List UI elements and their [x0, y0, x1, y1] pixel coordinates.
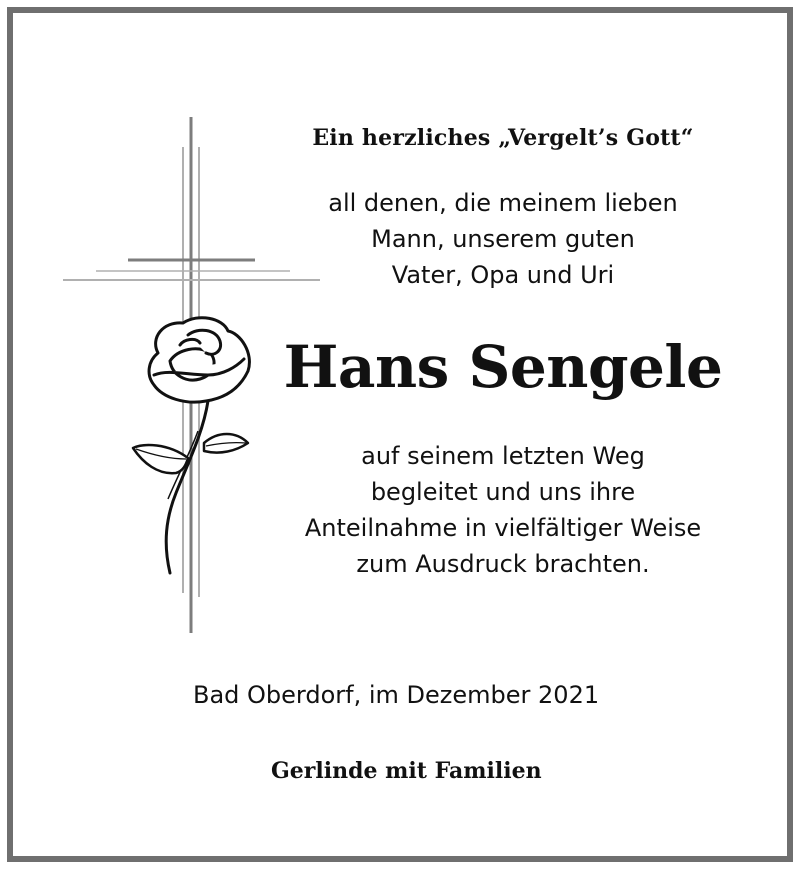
intro-line: Mann, unserem guten [371, 225, 635, 253]
closing-line: Anteilnahme in vielfältiger Weise [304, 514, 702, 542]
closing-paragraph [283, 438, 723, 582]
closing-line: auf seinem letzten Weg [361, 442, 645, 470]
notice-frame [7, 7, 793, 862]
closing-line: begleitet und uns ihre [370, 478, 636, 506]
intro-paragraph [283, 185, 723, 293]
place-and-date: Bad Oberdorf, im Dezember 2021 [193, 681, 600, 709]
intro-line: all denen, die meinem lieben [328, 189, 678, 217]
signature: Gerlinde mit Familien [271, 758, 542, 784]
deceased-name: Hans Sengele [283, 333, 723, 401]
notice-heading: Ein herzliches „Vergelt’s Gott“ [312, 125, 694, 151]
intro-line: Vater, Opa und Uri [391, 261, 615, 289]
closing-line: zum Ausdruck brachten. [356, 550, 650, 578]
